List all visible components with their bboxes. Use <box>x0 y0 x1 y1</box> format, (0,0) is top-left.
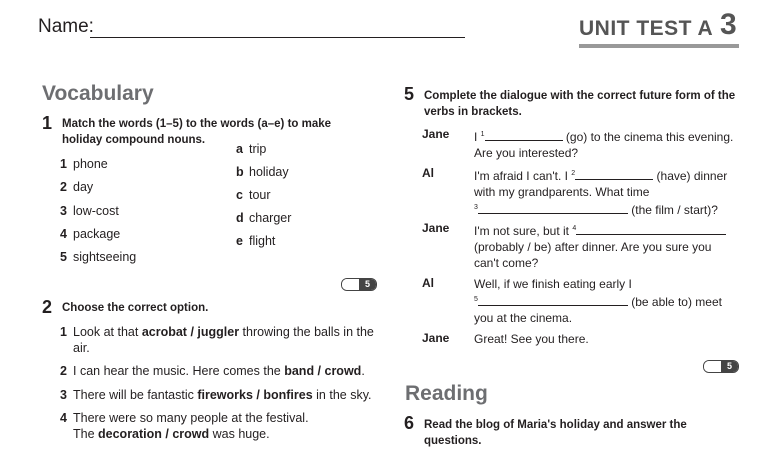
speaker-label: Jane <box>422 221 450 235</box>
q1-score-badge: 5 <box>341 278 377 291</box>
answer-blank[interactable] <box>478 295 628 306</box>
q6-number: 6 <box>404 413 415 433</box>
q1-left-item: 2 day <box>60 180 94 194</box>
q1-right-item: b holiday <box>236 165 289 179</box>
q2-item: 1 Look at that acrobat / juggler throwing the balls in the air. <box>60 325 374 355</box>
answer-blank[interactable] <box>478 203 628 214</box>
speaker-label: Jane <box>422 127 450 141</box>
speaker-label: Al <box>422 276 434 290</box>
q2-option[interactable]: decoration / crowd <box>98 427 210 441</box>
q2-option[interactable]: acrobat / juggler <box>141 325 240 339</box>
speaker-label: Al <box>422 166 434 180</box>
name-input-line[interactable] <box>90 37 465 38</box>
q1-left-item: 4 package <box>60 227 121 241</box>
dialogue-line: Great! See you there. <box>474 332 589 346</box>
unit-test-label: UNIT TEST A <box>579 17 714 40</box>
q2-item: 4 There were so many people at the festival. The decoration / crowd was huge. <box>60 411 309 441</box>
q2-item: 3 There will be fantastic fireworks / bonfires in the sky. <box>60 388 372 402</box>
q1-right-item: a trip <box>236 142 267 156</box>
vocabulary-title: Vocabulary <box>42 82 154 105</box>
q2-instruction: Choose the correct option. <box>62 302 209 314</box>
header-rule <box>579 44 739 48</box>
dialogue-line: I $^1$ (go) to the cinema this evening. Are you interested? <box>474 130 734 160</box>
q2-number: 2 <box>42 297 53 317</box>
reading-title: Reading <box>405 382 488 405</box>
q1-left-item: 3 low-cost <box>60 204 119 218</box>
q1-right-item: d charger <box>236 211 292 225</box>
q1-left-item: 5 sightseeing <box>60 250 137 264</box>
answer-blank[interactable] <box>575 169 653 180</box>
q2-option[interactable]: fireworks / bonfires <box>197 388 313 402</box>
q1-right-item: c tour <box>236 188 271 202</box>
q2-option[interactable]: band / crowd <box>284 364 362 378</box>
q1-left-item: 1 phone <box>60 157 108 171</box>
q1-right-item: e flight <box>236 234 276 248</box>
dialogue-line: Well, if we finish eating early I $^5$ (be able to) meet you at the cinema. <box>474 277 722 325</box>
dialogue-line: I'm afraid I can't. I $^2$ (have) dinner with my grandparents. What time $^3$ (the film / start)? <box>474 169 728 217</box>
answer-blank[interactable] <box>485 130 563 141</box>
name-label: Name: <box>38 16 94 37</box>
q2-item: 2 I can hear the music. Here comes the band / crowd. <box>60 364 365 378</box>
dialogue-line: I'm not sure, but it $^4$ (probably / be) after dinner. Are you sure you can't come? <box>474 221 764 271</box>
q6-instruction: Read the blog of Maria's holiday and answer the questions. <box>424 419 687 447</box>
q5-instruction: Complete the dialogue with the correct future form of the verbs in brackets. <box>424 90 736 118</box>
q5-number: 5 <box>404 84 415 104</box>
q1-number: 1 <box>42 113 53 133</box>
q1-instruction: Match the words (1–5) to the words (a–e) to make holiday compound nouns. <box>62 118 332 146</box>
speaker-label: Jane <box>422 331 450 345</box>
answer-blank[interactable] <box>576 224 726 235</box>
unit-number: 3 <box>720 8 737 41</box>
q5-score-badge: 5 <box>703 360 739 373</box>
